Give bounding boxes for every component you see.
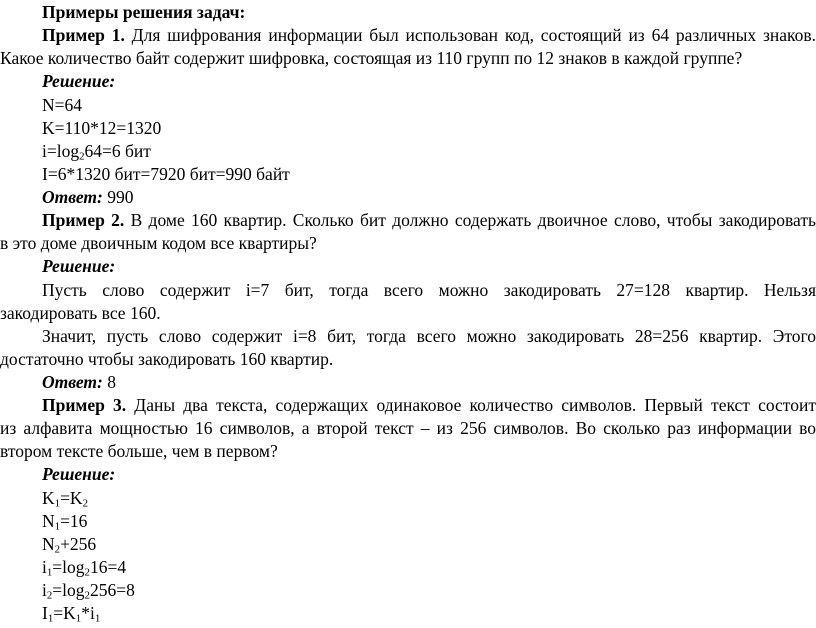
example1-text1: Для шифрования информации был использован код, состоящий из 64 различных знаков. — [124, 25, 816, 45]
example3-step5: $i_2=\log_2256=8$ — [42, 580, 135, 602]
example3-text-line3: втором тексте больше, чем в первом? — [0, 441, 278, 461]
example2-answer — [42, 370, 816, 394]
example3-solution-label: Решение: — [42, 464, 116, 484]
example2-label: Пример 2. — [42, 210, 125, 230]
example3-step4: $i_1=\log_216=4$ — [42, 557, 127, 579]
example1-text-line1 — [42, 23, 816, 47]
example2-text-line1: Пример 2. В доме 160 квартир. Сколько бит должно содержать двоичное слово, чтобы закодировать — [42, 210, 816, 230]
example3-step2: $N_1=16$ — [42, 511, 88, 533]
example3-step1: $K_1=K_2$ — [42, 488, 88, 510]
example2-answer-label: Ответ: — [42, 372, 103, 392]
example3-text-line1: Пример 3. Даны два текста, содержащих одинаковое количество символов. Первый текст состоит — [42, 395, 816, 415]
example2-paragraph1-line2: закодировать все 160. — [0, 303, 161, 323]
example3-step3: $N_2+256$ — [42, 534, 97, 556]
heading: Примеры решения задач: — [42, 2, 246, 22]
example3-text-line2: из алфавита мощностью 16 символов, а второй текст – из 256 символов. Во сколько раз информации во — [0, 418, 816, 438]
example2-paragraph2-line2: достаточно чтобы закодировать 160 квартир. — [0, 349, 334, 369]
example2-paragraph1-line1: Пусть слово содержит i=7 бит, тогда всего можно закодировать 27=128 квартир. Нельзя — [42, 280, 816, 300]
example2-solution-label: Решение: — [42, 256, 116, 276]
example2-text-line2: в это доме двоичным кодом все квартиры? — [0, 233, 317, 253]
example2-paragraph2-line1: Значит, пусть слово содержит i=8 бит, тогда всего можно закодировать 28=256 квартир. Этого — [42, 326, 816, 346]
example1-text-line2: Какое количество байт содержит шифровка, состоящая из 110 групп по 12 знаков в каждой группе? — [0, 48, 743, 68]
example1-answer-value: 990 — [102, 187, 134, 207]
example3-step6: $I_1=K_1*i_1$ — [42, 603, 101, 625]
example1-answer — [42, 185, 816, 209]
example2-answer-value: 8 — [102, 372, 116, 392]
example1-solution-label: Решение: — [42, 71, 116, 91]
example1-step4: I=6*1320 бит=7920 бит=990 байт — [42, 164, 290, 184]
example1-step3: $i=\log_264=6$ бит — [42, 141, 151, 163]
example1-label: Пример 1. — [42, 25, 125, 45]
example1-step2: K=110*12=1320 — [42, 118, 162, 138]
example1-answer-label: Ответ: — [42, 187, 103, 207]
example3-label: Пример 3. — [42, 395, 127, 415]
example1-step1: N=64 — [42, 95, 83, 115]
